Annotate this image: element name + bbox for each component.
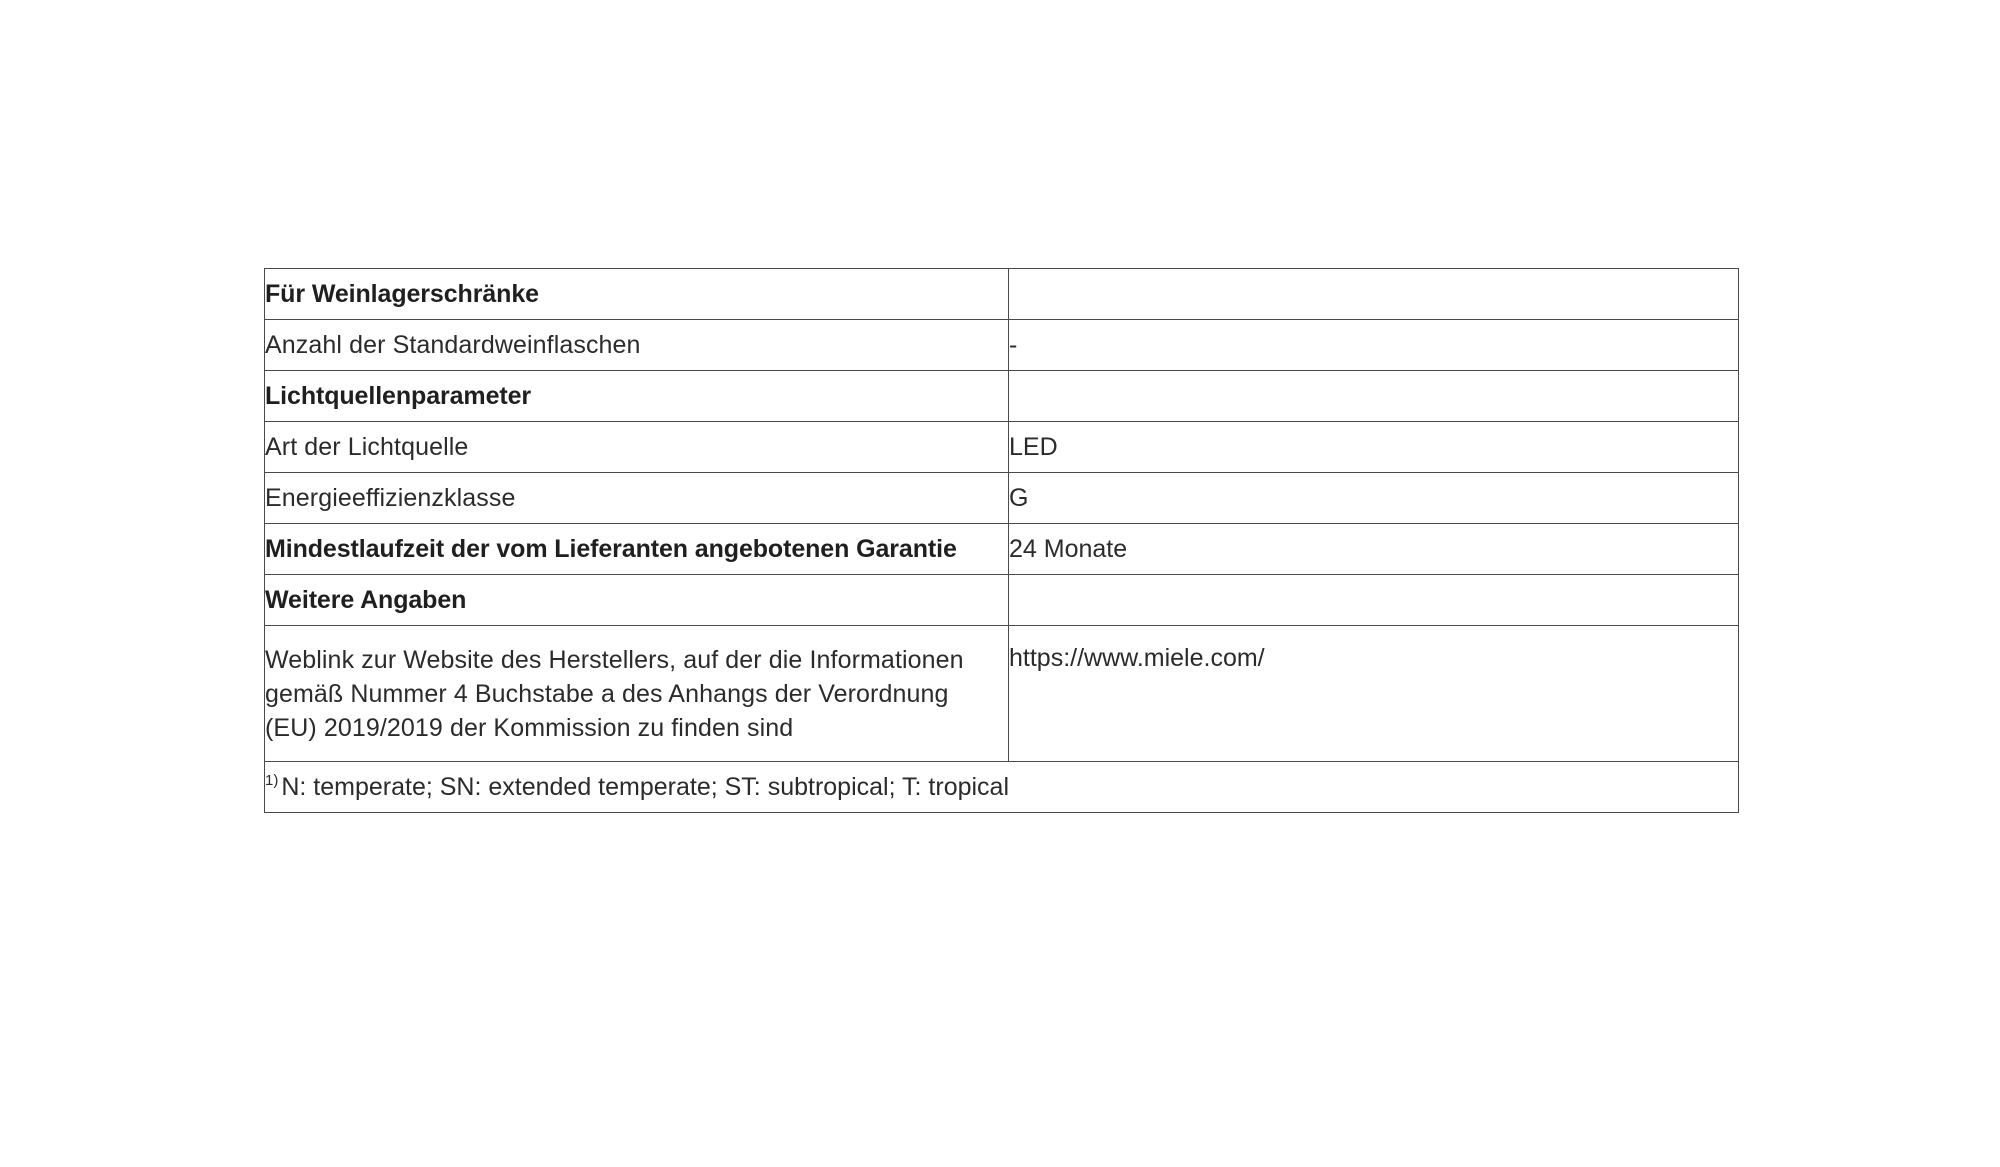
table-row-section-wine-cabinets	[265, 269, 1739, 320]
row-label-minimum-guarantee: Mindestlaufzeit der vom Lieferanten angebotenen Garantie	[265, 524, 1009, 575]
table-body	[265, 269, 1739, 813]
row-value-wine-cabinets	[1009, 269, 1739, 320]
weblink-label-line-1: Weblink zur Website des Herstellers, auf der die Informationen	[265, 646, 964, 674]
row-value-light-source-type: LED	[1009, 422, 1739, 473]
row-label-light-source-parameters: Lichtquellenparameter	[265, 371, 1009, 422]
table-row-manufacturer-weblink	[265, 626, 1739, 762]
table-row-footnote	[265, 762, 1739, 813]
table-row-section-further-information	[265, 575, 1739, 626]
table-row-section-light-source-parameters	[265, 371, 1739, 422]
row-label-energy-efficiency-class: Energieeffizienzklasse	[265, 473, 1009, 524]
row-value-manufacturer-weblink[interactable]: https://www.miele.com/	[1009, 626, 1739, 762]
row-value-energy-efficiency-class: G	[1009, 473, 1739, 524]
row-label-manufacturer-weblink	[265, 626, 1009, 762]
weblink-label-line-2: gemäß Nummer 4 Buchstabe a des Anhangs der Verordnung	[265, 680, 949, 708]
footnote-text: N: temperate; SN: extended temperate; ST: subtropical; T: tropical	[281, 772, 1010, 801]
footnote-marker: 1)	[265, 772, 279, 790]
table-row-minimum-guarantee	[265, 524, 1739, 575]
footnote-cell	[265, 762, 1739, 813]
row-label-light-source-type: Art der Lichtquelle	[265, 422, 1009, 473]
row-value-minimum-guarantee: 24 Monate	[1009, 524, 1739, 575]
row-value-light-source-parameters	[1009, 371, 1739, 422]
product-specification-table	[264, 268, 1739, 813]
table-row-light-source-type	[265, 422, 1739, 473]
weblink-label-line-3: (EU) 2019/2019 der Kommission zu finden sind	[265, 714, 794, 742]
row-value-standard-wine-bottles: -	[1009, 320, 1739, 371]
table-row-standard-wine-bottles	[265, 320, 1739, 371]
row-label-further-information: Weitere Angaben	[265, 575, 1009, 626]
row-value-further-information	[1009, 575, 1739, 626]
row-label-wine-cabinets: Für Weinlagerschränke	[265, 269, 1009, 320]
row-label-standard-wine-bottles: Anzahl der Standardweinflaschen	[265, 320, 1009, 371]
table-row-energy-efficiency-class	[265, 473, 1739, 524]
